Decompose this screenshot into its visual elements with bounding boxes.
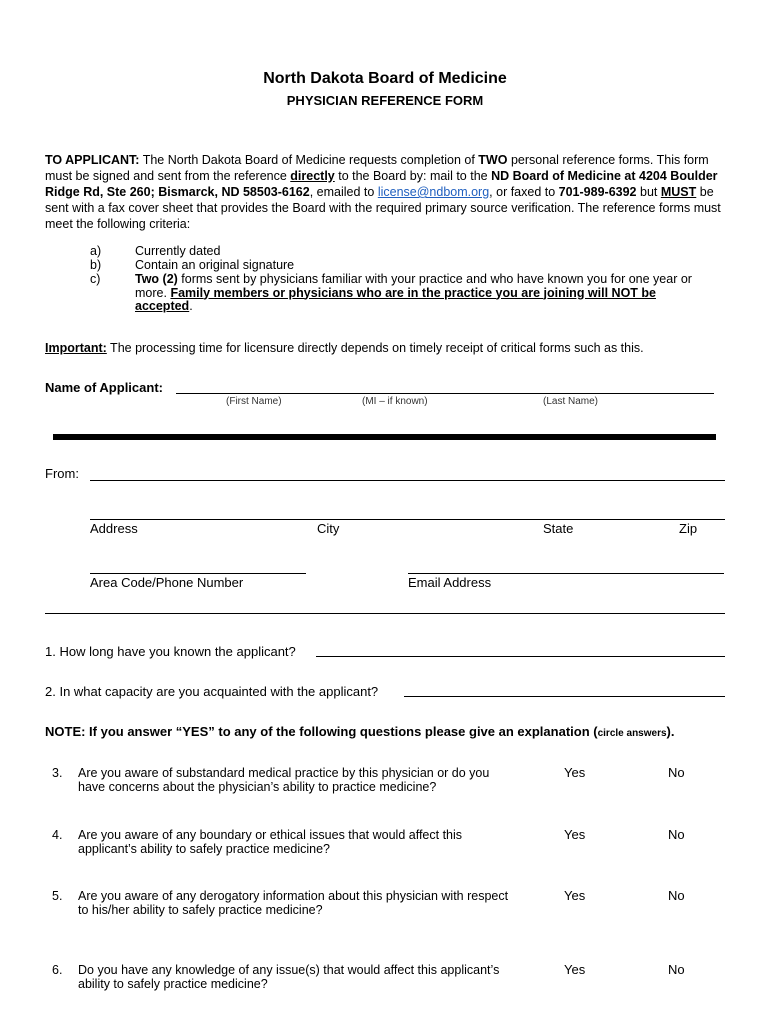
intro-text-3: to the Board by: mail to the bbox=[334, 169, 492, 183]
phone-line[interactable] bbox=[90, 573, 306, 574]
intro-text-6: but bbox=[636, 185, 661, 199]
question-2: 2. In what capacity are you acquainted with the applicant? bbox=[45, 684, 379, 699]
intro-directly: directly bbox=[290, 169, 335, 183]
important-note bbox=[45, 340, 735, 356]
board-address: ND Board of Medicine at 4204 Boulder Ridge Rd, Ste 260; Bismarck, ND 58503-6162 bbox=[45, 169, 718, 199]
criteria-c-text-block bbox=[135, 273, 715, 314]
question-1: 1. How long have you known the applicant? bbox=[45, 644, 296, 659]
intro-lead: TO APPLICANT: bbox=[45, 153, 140, 167]
form-title: North Dakota Board of Medicine bbox=[263, 70, 507, 87]
question-5 bbox=[0, 889, 770, 921]
question-2-answer-line[interactable] bbox=[404, 696, 725, 697]
criteria-b-label: b) bbox=[90, 258, 102, 272]
question-4-number: 4. bbox=[52, 828, 63, 842]
criteria-c-label: c) bbox=[90, 272, 101, 286]
criteria-c-end: . bbox=[189, 299, 193, 313]
criteria-c-text: forms sent by physicians familiar with your practice and who have known you for one year or more. bbox=[135, 272, 692, 300]
criteria-a-text: Currently dated bbox=[135, 244, 221, 258]
from-label: From: bbox=[45, 466, 79, 481]
from-line[interactable] bbox=[90, 480, 725, 481]
intro-text-7: be sent with a fax cover sheet that provides the Board with the required primary source verification. The reference forms must meet the following criteria: bbox=[45, 185, 721, 231]
note-circle-answers: circle answers bbox=[597, 728, 667, 739]
intro-text-1: The North Dakota Board of Medicine requests completion of bbox=[139, 153, 479, 167]
question-3-no[interactable]: No bbox=[668, 765, 685, 780]
question-4 bbox=[0, 828, 770, 860]
note-line bbox=[45, 724, 674, 739]
applicant-name-line[interactable] bbox=[176, 393, 714, 394]
form-subtitle: PHYSICIAN REFERENCE FORM bbox=[286, 93, 484, 108]
question-5-no[interactable]: No bbox=[668, 888, 685, 903]
criteria-a bbox=[90, 245, 730, 259]
state-label: State bbox=[543, 521, 574, 536]
question-4-text: Are you aware of any boundary or ethical issues that would affect this applicant’s ability to safely practice medicine? bbox=[78, 828, 463, 856]
zip-label: Zip bbox=[679, 521, 698, 536]
note-end: ). bbox=[666, 724, 675, 739]
contact-divider bbox=[45, 613, 725, 614]
note-text: NOTE: If you answer “YES” to any of the following questions please give an explanation ( bbox=[45, 724, 598, 739]
question-3 bbox=[0, 766, 770, 798]
address-line[interactable] bbox=[90, 519, 725, 520]
city-label: City bbox=[317, 521, 340, 536]
address-label: Address bbox=[90, 521, 138, 536]
phone-label: Area Code/Phone Number bbox=[90, 575, 244, 590]
criteria-b-text: Contain an original signature bbox=[135, 258, 295, 272]
question-6-text: Do you have any knowledge of any issue(s) that would affect this applicant’s ability to safely practice medicine? bbox=[78, 963, 500, 991]
intro-must: MUST bbox=[660, 185, 697, 199]
intro-text-4: , emailed to bbox=[309, 185, 378, 199]
question-3-yes[interactable]: Yes bbox=[564, 765, 586, 780]
mi-hint: (MI – if known) bbox=[362, 396, 428, 407]
email-label: Email Address bbox=[408, 575, 492, 590]
question-1-answer-line[interactable] bbox=[316, 656, 725, 657]
first-name-hint: (First Name) bbox=[226, 396, 282, 407]
question-3-number: 3. bbox=[52, 766, 63, 780]
intro-two: TWO bbox=[478, 153, 508, 167]
important-label: Important: bbox=[45, 341, 107, 355]
question-6 bbox=[0, 963, 770, 995]
question-4-no[interactable]: No bbox=[668, 827, 685, 842]
email-line[interactable] bbox=[408, 573, 724, 574]
criteria-c-underline: Family members or physicians who are in the practice you are joining will NOT be accepted bbox=[135, 285, 656, 313]
question-6-yes[interactable]: Yes bbox=[564, 962, 586, 977]
criteria-c bbox=[90, 273, 730, 317]
criteria-a-label: a) bbox=[90, 244, 102, 258]
intro-text-2: personal reference forms. This form must be signed and sent from the reference bbox=[45, 153, 709, 183]
criteria-c-bold: Two (2) bbox=[135, 272, 178, 286]
question-5-number: 5. bbox=[52, 889, 63, 903]
section-divider bbox=[53, 434, 716, 440]
intro-text-5: , or faxed to bbox=[489, 185, 559, 199]
important-text: The processing time for licensure directly depends on timely receipt of critical forms such as this. bbox=[106, 341, 644, 355]
question-5-text: Are you aware of any derogatory information about this physician with respect to his/her ability to safely practice medicine? bbox=[78, 889, 509, 917]
question-4-yes[interactable]: Yes bbox=[564, 827, 586, 842]
last-name-hint: (Last Name) bbox=[543, 396, 599, 407]
intro-paragraph bbox=[45, 152, 735, 232]
question-5-yes[interactable]: Yes bbox=[564, 888, 586, 903]
question-6-no[interactable]: No bbox=[668, 962, 685, 977]
question-6-number: 6. bbox=[52, 963, 63, 977]
criteria-b bbox=[90, 259, 730, 273]
board-fax: 701-989-6392 bbox=[558, 185, 637, 199]
question-3-text: Are you aware of substandard medical practice by this physician or do you have concerns about the physician’s ability to practice medicine? bbox=[78, 766, 490, 794]
applicant-name-label: Name of Applicant: bbox=[45, 380, 163, 395]
board-email-link[interactable]: license@ndbom.org bbox=[377, 185, 490, 199]
